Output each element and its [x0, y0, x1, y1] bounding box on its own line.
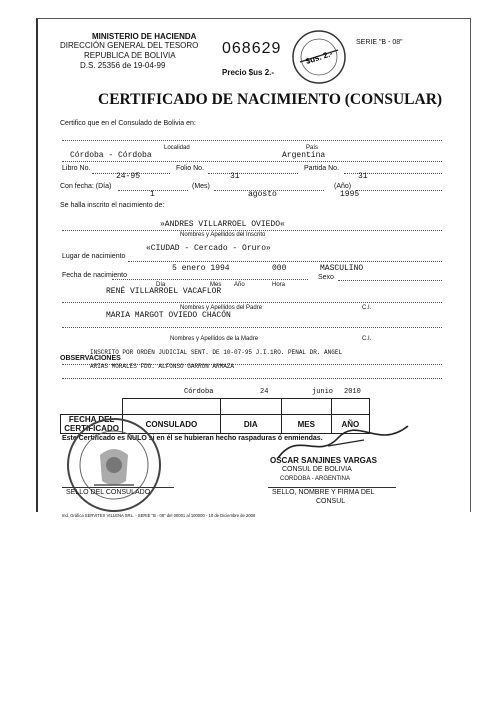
consulate-seal-icon: [64, 415, 164, 515]
series-label: SERIE "B - 08": [356, 39, 403, 46]
document-title: CERTIFICADO DE NACIMIENTO (CONSULAR): [98, 91, 443, 108]
locality-value: Córdoba - Córdoba: [70, 151, 152, 160]
sex-value: MASCULINO: [320, 264, 364, 273]
sex-label: Sexo: [318, 274, 334, 281]
serial-number: 068629: [222, 40, 282, 57]
seal-label: SELLO DEL CONSULADO: [66, 489, 151, 496]
year-value: 1995: [340, 190, 360, 199]
cert-month-value: junio: [312, 388, 334, 396]
partida-label: Partida No.: [304, 165, 340, 172]
validity-note: Este Certificado es NULO si en él se hubieran hecho raspaduras ó enmiendas.: [62, 435, 323, 442]
birthdate-label: Fecha de nacimiento: [62, 272, 127, 279]
month-value: agosto: [248, 190, 277, 199]
mother-name-label: Nombres y Apellidos de la Madre: [170, 336, 259, 342]
republic-label: REPUBLICA DE BOLIVIA: [84, 51, 176, 60]
birthdate-value: 5 enero 1994: [172, 264, 230, 273]
father-name-value: RENÉ VILLARROEL VACAFLOR: [106, 287, 222, 296]
consulado-header: CONSULADO: [123, 415, 220, 434]
cert-day-value: 24: [260, 388, 269, 396]
cert-year-value: 2010: [344, 388, 361, 396]
signer-name: OSCAR SANJINES VARGAS: [270, 456, 377, 465]
birth-ano-label: Año: [234, 282, 245, 288]
father-name-label: Nombres y Apellidos del Padre: [180, 305, 263, 311]
partida-value: 31: [358, 172, 368, 181]
hora-label: Hora: [272, 282, 286, 288]
signer-title: CONSUL DE BOLIVIA: [282, 466, 352, 473]
signature-label-1: SELLO, NOMBRE Y FIRMA DEL: [272, 489, 375, 496]
dia-label: Día: [156, 282, 166, 288]
locality-label: Localidad: [164, 145, 190, 151]
directorate-label: DIRECCIÓN GENERAL DEL TESORO: [60, 41, 199, 50]
ano-label: (Año): [334, 183, 352, 190]
folio-label: Folio No.: [176, 165, 205, 172]
fecha-header: FECHA DEL CERTIFICADO: [61, 415, 123, 434]
cert-place-value: Córdoba: [184, 388, 214, 396]
birth-mes-label: Mes: [210, 282, 222, 288]
country-label: País: [306, 145, 319, 151]
birthplace-value: «CIUDAD - Cercado - Oruro»: [146, 244, 271, 253]
decree-label: D.S. 25356 de 19-04-99: [80, 61, 166, 70]
mes-header: MES: [281, 415, 331, 434]
ministry-label: MINISTERIO DE HACIENDA: [92, 32, 197, 41]
observations-line1: INSCRITO POR ORDEN JUDICIAL SENT. DE 10-07-95 J.I.1RO. PENAL DR. ANGEL: [90, 349, 343, 356]
folio-value: 31: [230, 172, 240, 181]
inscribed-name-value: »ANDRES VILLARROEL OVIEDO«: [160, 220, 285, 229]
observations-label: OBSERVACIONES: [60, 355, 121, 362]
mother-ci-label: C.I.: [362, 336, 372, 342]
fiscal-stamp-icon: [290, 28, 348, 86]
signature-label-2: CONSUL: [316, 498, 346, 505]
libro-value: 24-95: [116, 172, 141, 181]
mes-label: (Mes): [192, 183, 210, 190]
dia-header: DIA: [220, 415, 281, 434]
intro-text: Certifico que en el Consulado de Bolivia en:: [60, 120, 196, 127]
printer-imprint: Ind. Gráfica SERVITEX VILLENA SRL. - SERIE "B - 08" del 00001 al 100000 - 10 de Diciembre de 2008: [62, 513, 256, 518]
ano-header: AÑO: [331, 415, 369, 434]
father-ci-label: C.I.: [362, 305, 372, 311]
birthtime-value: 000: [272, 264, 287, 273]
birthplace-label: Lugar de nacimiento: [62, 253, 126, 260]
inscribed-label: Se halla inscrito el nacimiento de:: [60, 202, 165, 209]
country-value: Argentina: [282, 151, 326, 160]
libro-label: Libro No.: [62, 165, 91, 172]
signer-place: CORDOBA - ARGENTINA: [280, 476, 351, 482]
svg-text:$us. 2.-: $us. 2.-: [304, 48, 334, 67]
price-label: Precio $us 2.-: [222, 68, 275, 77]
observations-line2: ARIAS MORALES FDO. ALFONSO GARRON ARMAZA: [90, 363, 235, 370]
con-fecha-label: Con fecha: (Día): [60, 183, 112, 190]
day-value: 1: [150, 190, 155, 199]
mother-name-value: MARIA MARGOT OVIEDO CHACÓN: [106, 311, 231, 320]
inscribed-name-label: Nombres y Apellidos del Inscrito: [180, 232, 266, 238]
